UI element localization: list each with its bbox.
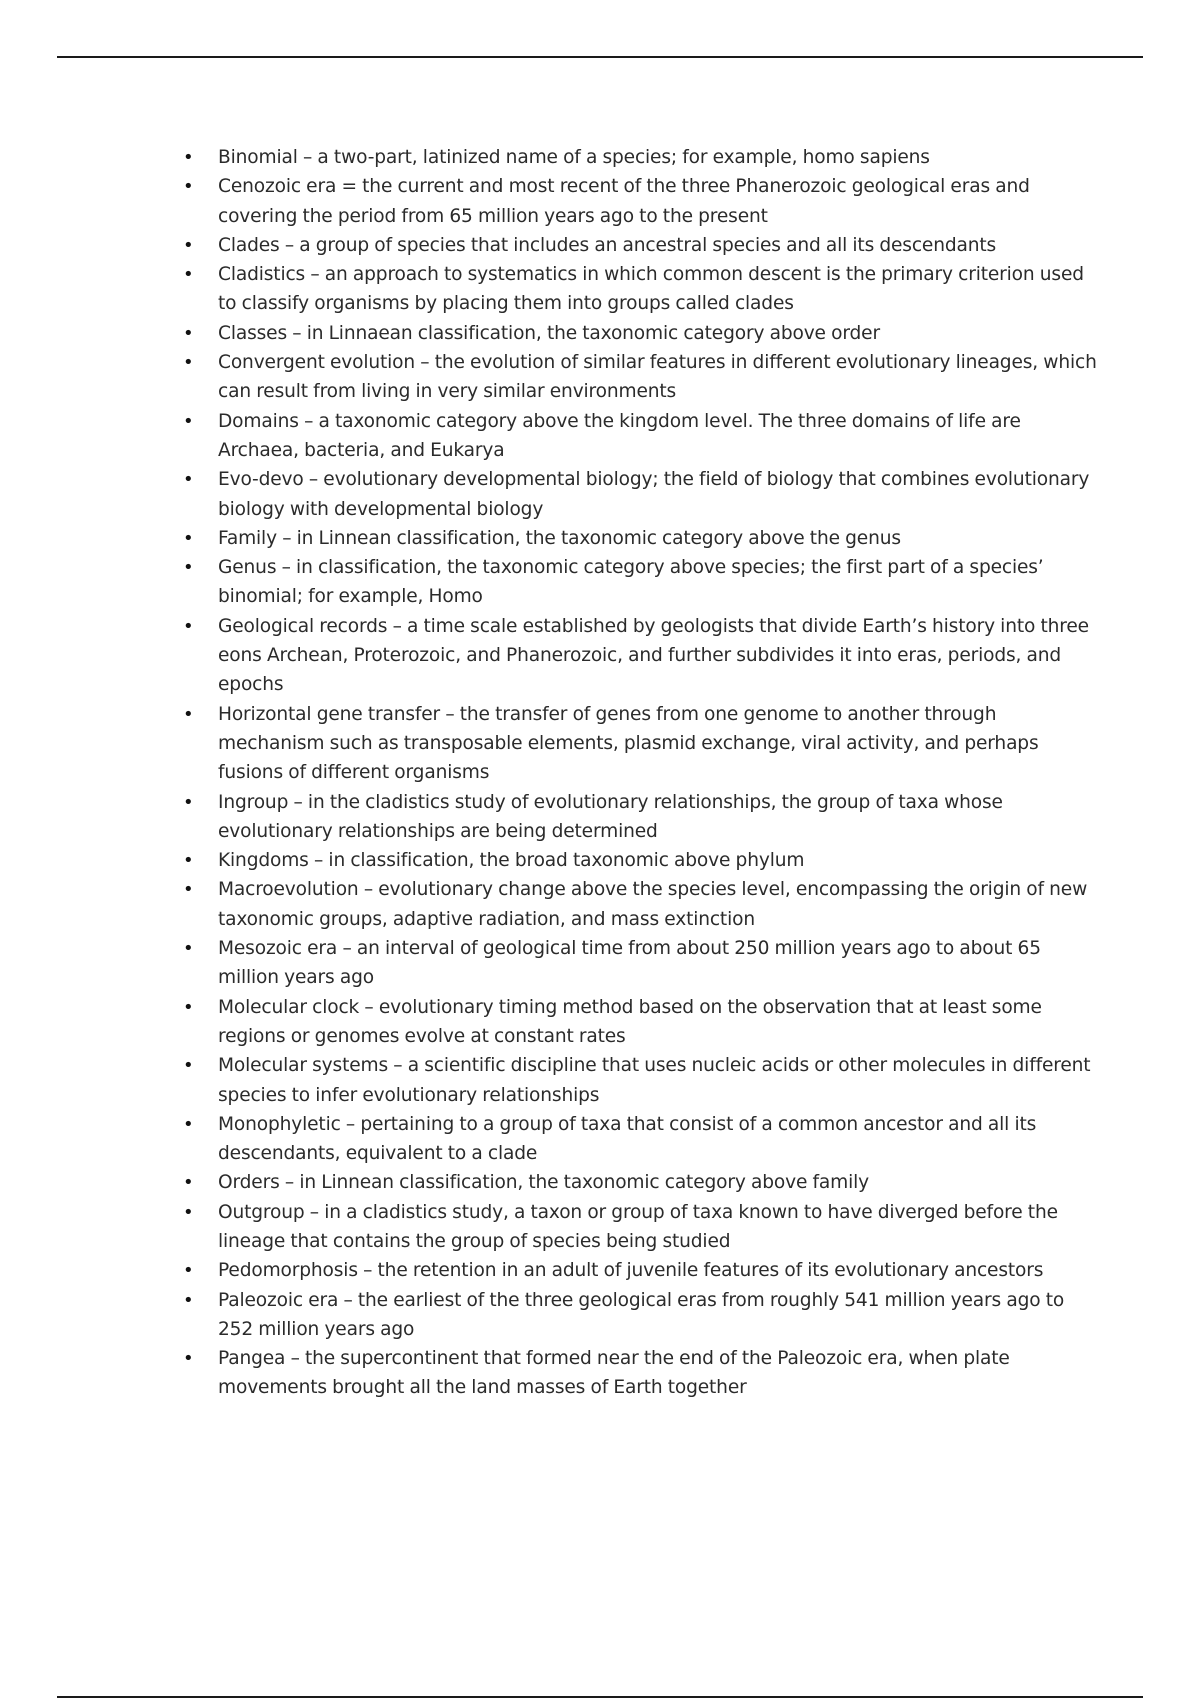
glossary-term: Macroevolution [218, 879, 359, 901]
term-separator: – [290, 1348, 300, 1370]
glossary-definition: a group of species that includes an ancestral species and all its descendants [299, 234, 997, 256]
bullet-icon: • [183, 147, 194, 168]
glossary-term: Ingroup [218, 791, 289, 813]
glossary-entry [0, 143, 1098, 172]
glossary-entry [0, 172, 1098, 231]
glossary-entry [0, 788, 1098, 847]
term-separator: = [341, 176, 357, 198]
glossary-term: Classes [218, 322, 287, 344]
bullet-icon: • [183, 469, 194, 491]
glossary-definition: an approach to systematics in which common descent is the primary criterion used to classify organisms by placing them into groups called clades [218, 264, 1084, 315]
glossary-entry [0, 231, 1098, 260]
bullet-icon: • [183, 879, 194, 901]
glossary-entry [0, 524, 1098, 553]
term-separator: – [445, 703, 455, 725]
glossary-definition: in classification, the taxonomic category above species; the first part of a species’ binomial; for example, Homo [218, 557, 1044, 608]
term-separator: – [314, 850, 324, 872]
glossary-term: Pangea [218, 1348, 286, 1370]
footer-rule [57, 1696, 1143, 1698]
glossary-definition: the evolution of similar features in different evolutionary lineages, which can result from living in very similar environments [218, 352, 1097, 403]
glossary-term: Convergent evolution [218, 352, 416, 374]
glossary-definition: in Linnean classification, the taxonomic category above the genus [296, 527, 901, 549]
bullet-icon: • [183, 557, 194, 579]
bullet-icon: • [183, 410, 194, 432]
bullet-icon: • [183, 352, 194, 374]
glossary-entry [0, 1198, 1098, 1257]
term-separator: – [284, 234, 294, 256]
bullet-icon: • [183, 1348, 194, 1370]
glossary-term: Geological records [218, 615, 388, 637]
bullet-icon: • [183, 1172, 194, 1194]
bullet-icon: • [183, 615, 194, 637]
term-separator: – [363, 879, 373, 901]
glossary-term: Mesozoic era [218, 938, 338, 960]
glossary-definition: an interval of geological time from about 250 million years ago to about 65 million years ago [218, 938, 1041, 989]
glossary-term: Clades [218, 234, 280, 256]
bullet-icon: • [183, 322, 194, 344]
glossary-term: Cenozoic era [218, 176, 337, 198]
glossary-definition: in Linnean classification, the taxonomic category above family [299, 1172, 869, 1194]
glossary-term: Cladistics [218, 264, 306, 286]
bullet-icon: • [183, 1055, 194, 1077]
term-separator: – [309, 1201, 319, 1223]
term-separator: – [345, 1113, 356, 1135]
term-separator: – [292, 322, 302, 344]
glossary-definition: the transfer of genes from one genome to another through mechanism such as transposable elements, plasmid exchange, viral activity, and perhaps fusions of different organisms [218, 703, 1039, 784]
glossary-definition: a two-part, latinized name of a species; for example, homo sapiens [317, 147, 930, 168]
term-separator: – [342, 938, 352, 960]
glossary-term: Molecular clock [218, 996, 360, 1018]
glossary-term: Orders [218, 1172, 280, 1194]
glossary-definition: the retention in an adult of juvenile features of its evolutionary ancestors [377, 1260, 1044, 1282]
glossary-entry [0, 407, 1098, 466]
glossary-list [0, 143, 1200, 1403]
bullet-icon: • [183, 1113, 194, 1135]
glossary-definition: in the cladistics study of evolutionary relationships, the group of taxa whose evolutionary relationships are being determined [218, 791, 1003, 842]
glossary-term: Binomial [218, 147, 298, 168]
term-separator: – [303, 147, 313, 168]
glossary-entry [0, 260, 1098, 319]
glossary-entry [0, 700, 1098, 788]
glossary-definition: evolutionary change above the species level, encompassing the origin of new taxonomic groups, adaptive radiation, and mass extinction [218, 879, 1088, 930]
term-separator: – [310, 264, 320, 286]
bullet-icon: • [183, 850, 194, 872]
glossary-term: Genus [218, 557, 277, 579]
bullet-icon: • [183, 1289, 194, 1311]
glossary-term: Horizontal gene transfer [218, 703, 441, 725]
glossary-entry [0, 875, 1098, 934]
glossary-term: Kingdoms [218, 850, 309, 872]
glossary-entry [0, 934, 1098, 993]
bullet-icon: • [183, 791, 194, 813]
bullet-icon: • [183, 176, 194, 198]
glossary-term: Family [218, 527, 277, 549]
bullet-icon: • [183, 264, 194, 286]
term-separator: – [393, 1055, 403, 1077]
glossary-entry [0, 465, 1098, 524]
glossary-entry [0, 1051, 1098, 1110]
term-separator: – [343, 1289, 353, 1311]
glossary-definition: pertaining to a group of taxa that consist of a common ancestor and all its descendants, equivalent to a clade [218, 1113, 1037, 1165]
glossary-entry [0, 1110, 1098, 1169]
term-separator: – [304, 410, 314, 432]
glossary-definition: the supercontinent that formed near the end of the Paleozoic era, when plate movements brought all the land masses of Earth together [218, 1348, 1010, 1399]
bullet-icon: • [183, 938, 194, 960]
glossary-entry [0, 1168, 1098, 1197]
glossary-entry [0, 1256, 1098, 1285]
glossary-definition: in Linnaean classification, the taxonomic category above order [306, 322, 880, 344]
glossary-entry [0, 1344, 1098, 1403]
glossary-definition: a scientific discipline that uses nucleic acids or other molecules in different species to infer evolutionary relationships [218, 1055, 1091, 1106]
glossary-entry [0, 348, 1098, 407]
bullet-icon: • [183, 1201, 194, 1223]
glossary-definition: evolutionary timing method based on the observation that at least some regions or genomes evolve at constant rates [218, 996, 1042, 1047]
glossary-definition: in a cladistics study, a taxon or group of taxa known to have diverged before the lineage that contains the group of species being studied [218, 1201, 1058, 1252]
term-separator: – [282, 527, 292, 549]
glossary-term: Monophyletic [218, 1113, 341, 1135]
term-separator: – [281, 557, 291, 579]
glossary-term: Paleozoic era [218, 1289, 339, 1311]
header-rule [57, 56, 1143, 58]
glossary-term: Outgroup [218, 1201, 305, 1223]
term-separator: – [293, 791, 303, 813]
term-separator: – [284, 1172, 295, 1194]
bullet-icon: • [183, 527, 194, 549]
term-separator: – [363, 1260, 373, 1282]
glossary-entry [0, 993, 1098, 1052]
glossary-entry [0, 553, 1098, 612]
glossary-definition: in classification, the broad taxonomic above phylum [328, 850, 805, 872]
glossary-definition: the current and most recent of the three Phanerozoic geological eras and covering the period from 65 million years ago to the present [218, 176, 1030, 227]
bullet-icon: • [183, 1260, 194, 1282]
glossary-term: Domains [218, 410, 299, 432]
glossary-definition: a time scale established by geologists that divide Earth’s history into three eons Archean, Proterozoic, and Phanerozoic, and further subdivides it into eras, periods, and epochs [218, 615, 1089, 696]
glossary-entry [0, 319, 1098, 348]
glossary-term: Evo-devo [218, 469, 304, 491]
term-separator: – [392, 615, 402, 637]
glossary-entry [0, 846, 1098, 875]
glossary-definition: a taxonomic category above the kingdom level. The three domains of life are Archaea, bacteria, and Eukarya [218, 410, 1021, 461]
bullet-icon: • [183, 996, 194, 1018]
glossary-entry [0, 1286, 1098, 1345]
term-separator: – [308, 469, 319, 491]
glossary-term: Pedomorphosis [218, 1260, 358, 1282]
glossary-term: Molecular systems [218, 1055, 389, 1077]
term-separator: – [420, 352, 430, 374]
glossary-definition: the earliest of the three geological eras from roughly 541 million years ago to 252 million years ago [218, 1289, 1065, 1340]
glossary-entry [0, 612, 1098, 700]
bullet-icon: • [183, 234, 194, 256]
glossary-definition: evolutionary developmental biology; the field of biology that combines evolutionary biology with developmental biology [218, 469, 1090, 520]
term-separator: – [364, 996, 374, 1018]
bullet-icon: • [183, 703, 194, 725]
